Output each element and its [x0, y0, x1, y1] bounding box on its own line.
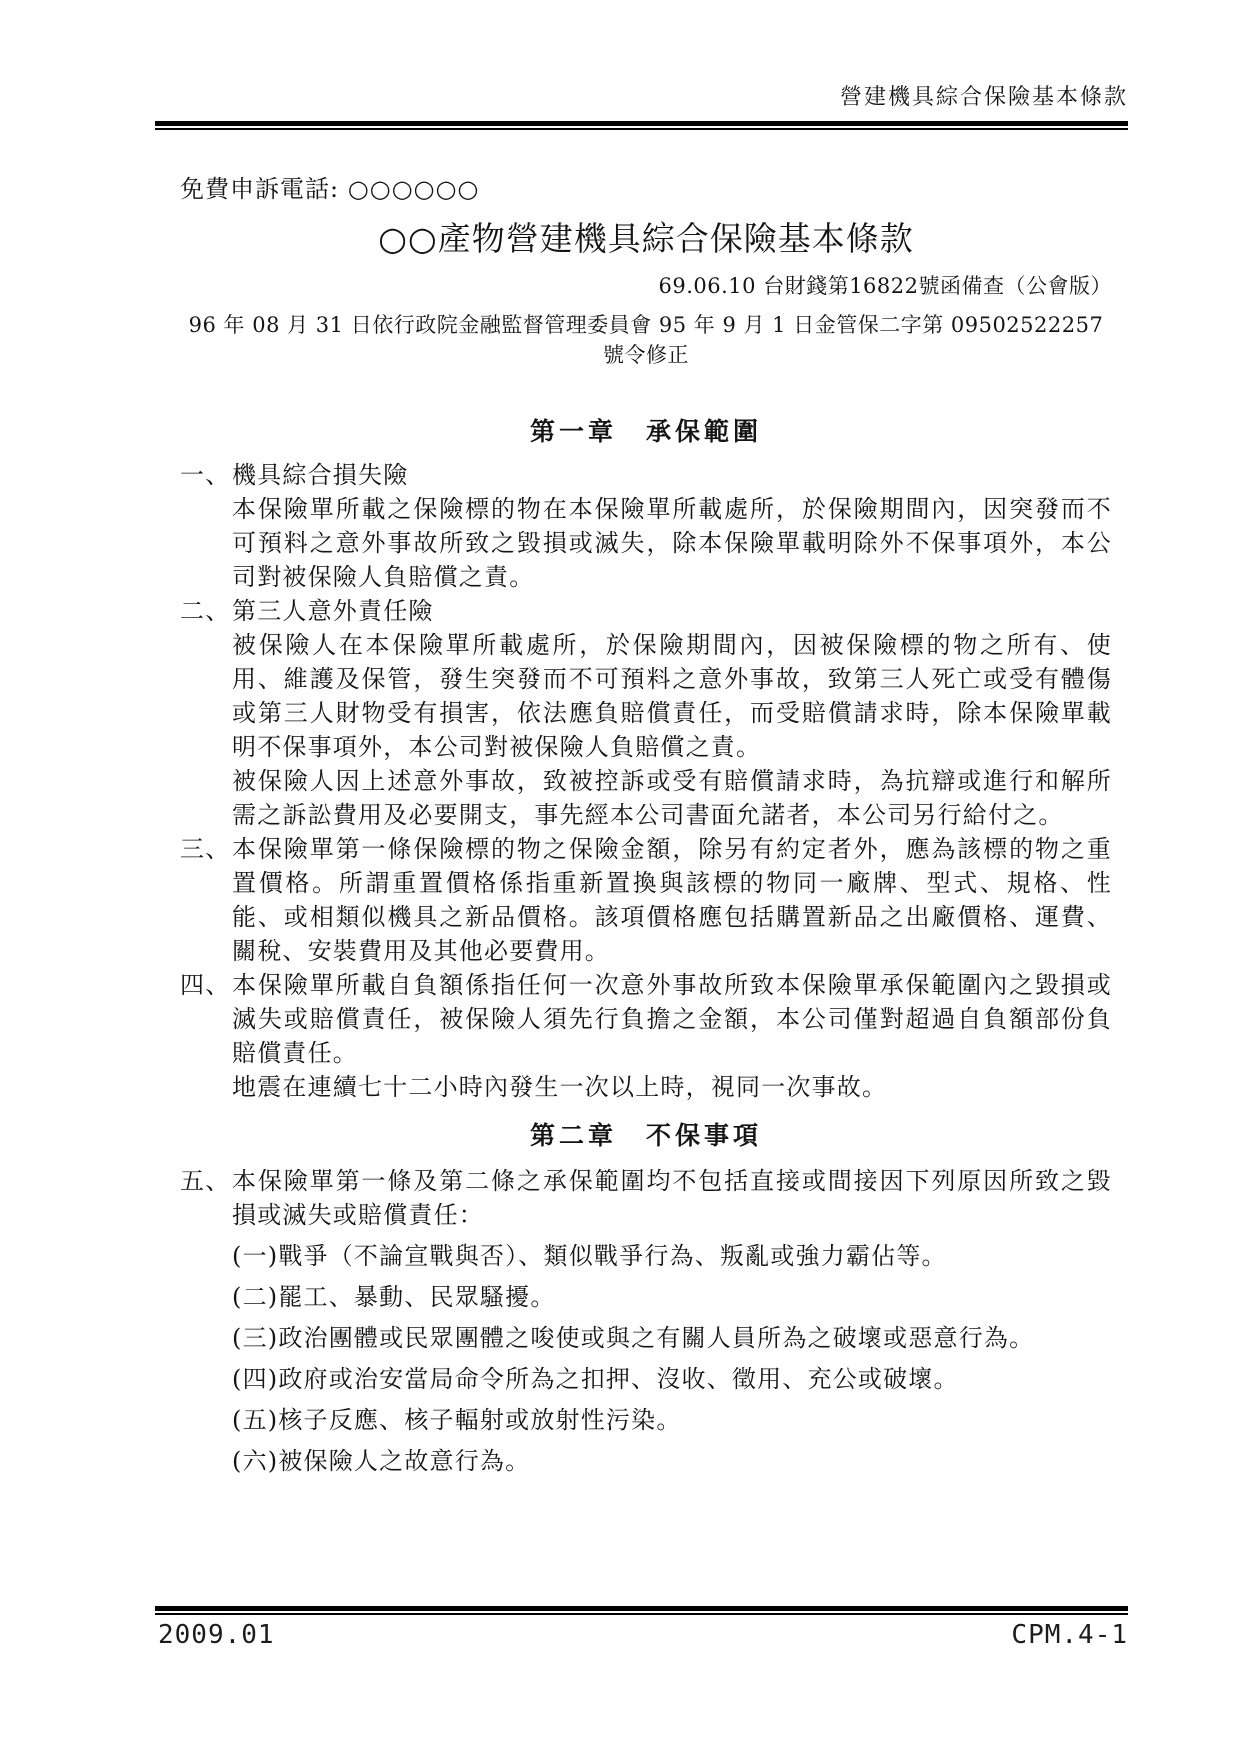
chapter-1-heading: 第一章 承保範圍: [529, 417, 762, 446]
clause-2-number: 二、: [180, 597, 231, 625]
footer-rule-thick-line: [155, 1606, 1128, 1611]
clause-3-text: 本保險單第一條保險標的物之保險金額，除另有約定者外，應為該標的物之重置價格。所謂重置價格係指重新置換與該標的物同一廠牌、型式、規格、性能、或相類似機具之新品價格。該項價格應包括購置新品之出廠價格、運費、關稅、安裝費用及其他必要費用。: [232, 835, 1112, 965]
exclusion-item-5: (五)核子反應、核子輻射或放射性污染。: [232, 1406, 682, 1434]
clause-3-number: 三、: [180, 835, 231, 863]
chapter-2-heading: 第二章 不保事項: [529, 1121, 762, 1150]
clause-5-number: 五、: [180, 1167, 231, 1195]
clause-2-heading: 第三人意外責任險: [232, 597, 434, 625]
clause-4-number: 四、: [180, 971, 231, 999]
clause-4: [180, 968, 1112, 1104]
header-rule-thick-line: [155, 121, 1128, 126]
clause-4-earthquake-note: 地震在連續七十二小時內發生一次以上時，視同一次事故。: [232, 1073, 888, 1101]
clause-4-text: 本保險單所載自負額係指任何一次意外事故所致本保險單承保範圍內之毀損或滅失或賠償責任，被保險人須先行負擔之金額，本公司僅對超過自負額部份負賠償責任。: [232, 971, 1112, 1067]
exclusion-item-3: (三)政治團體或民眾團體之唆使或與之有關人員所為之破壞或惡意行為。: [232, 1324, 1035, 1352]
clause-5-text: 本保險單第一條及第二條之承保範圍均不包括直接或間接因下列原因所致之毀損或滅失或賠償責任：: [232, 1167, 1112, 1229]
clause-3: [180, 832, 1112, 968]
footer-page-code: CPM.4-1: [1011, 1620, 1128, 1650]
clause-5: [180, 1164, 1112, 1478]
complaint-phone-line: 免費申訴電話: ○○○○○○: [180, 175, 480, 203]
running-header-title: 營建機具綜合保險基本條款: [839, 85, 1128, 110]
document-title: ○○產物營建機具綜合保險基本條款: [378, 219, 914, 258]
document-body: [180, 174, 1112, 1478]
clause-1-paragraph: 本保險單所載之保險標的物在本保險單所載處所，於保險期間內，因突發而不可預料之意外事故所致之毀損或滅失，除本保險單載明除外不保事項外，本公司對被保險人負賠償之責。: [232, 495, 1112, 591]
header-rule-thin-line: [155, 128, 1128, 130]
clause-2-paragraph-2: 被保險人因上述意外事故，致被控訴或受有賠償請求時，為抗辯或進行和解所需之訴訟費用及必要開支，事先經本公司書面允諾者，本公司另行給付之。: [232, 767, 1112, 829]
exclusion-item-2: (二)罷工、暴動、民眾騷擾。: [232, 1283, 556, 1311]
exclusion-item-1: (一)戰爭（不論宣戰與否）、類似戰爭行為、叛亂或強力霸佔等。: [232, 1242, 947, 1270]
footer-rule: [155, 1606, 1128, 1615]
clause-1: [180, 458, 1112, 594]
exclusion-item-4: (四)政府或治安當局命令所為之扣押、沒收、徵用、充公或破壞。: [232, 1365, 959, 1393]
approval-note: 69.06.10 台財錢第16822號函備查（公會版）: [658, 274, 1112, 298]
clause-2: [180, 594, 1112, 832]
footer-rule-thin-line: [155, 1613, 1128, 1615]
amendment-note: 96 年 08 月 31 日依行政院金融監督管理委員會 95 年 9 月 1 日金管保二字第 09502522257 號令修正: [188, 313, 1104, 367]
clause-1-heading: 機具綜合損失險: [232, 461, 409, 489]
exclusion-item-6: (六)被保險人之故意行為。: [232, 1447, 531, 1475]
header-rule: [155, 121, 1128, 130]
page-footer: [158, 1620, 1128, 1650]
clause-2-paragraph-1: 被保險人在本保險單所載處所，於保險期間內，因被保險標的物之所有、使用、維護及保管，發生突發而不可預料之意外事故，致第三人死亡或受有體傷或第三人財物受有損害，依法應負賠償責任，而受賠償請求時，除本保險單載明不保事項外，本公司對被保險人負賠償之責。: [232, 631, 1112, 761]
clause-1-number: 一、: [180, 461, 231, 489]
footer-date: 2009.01: [158, 1620, 275, 1650]
